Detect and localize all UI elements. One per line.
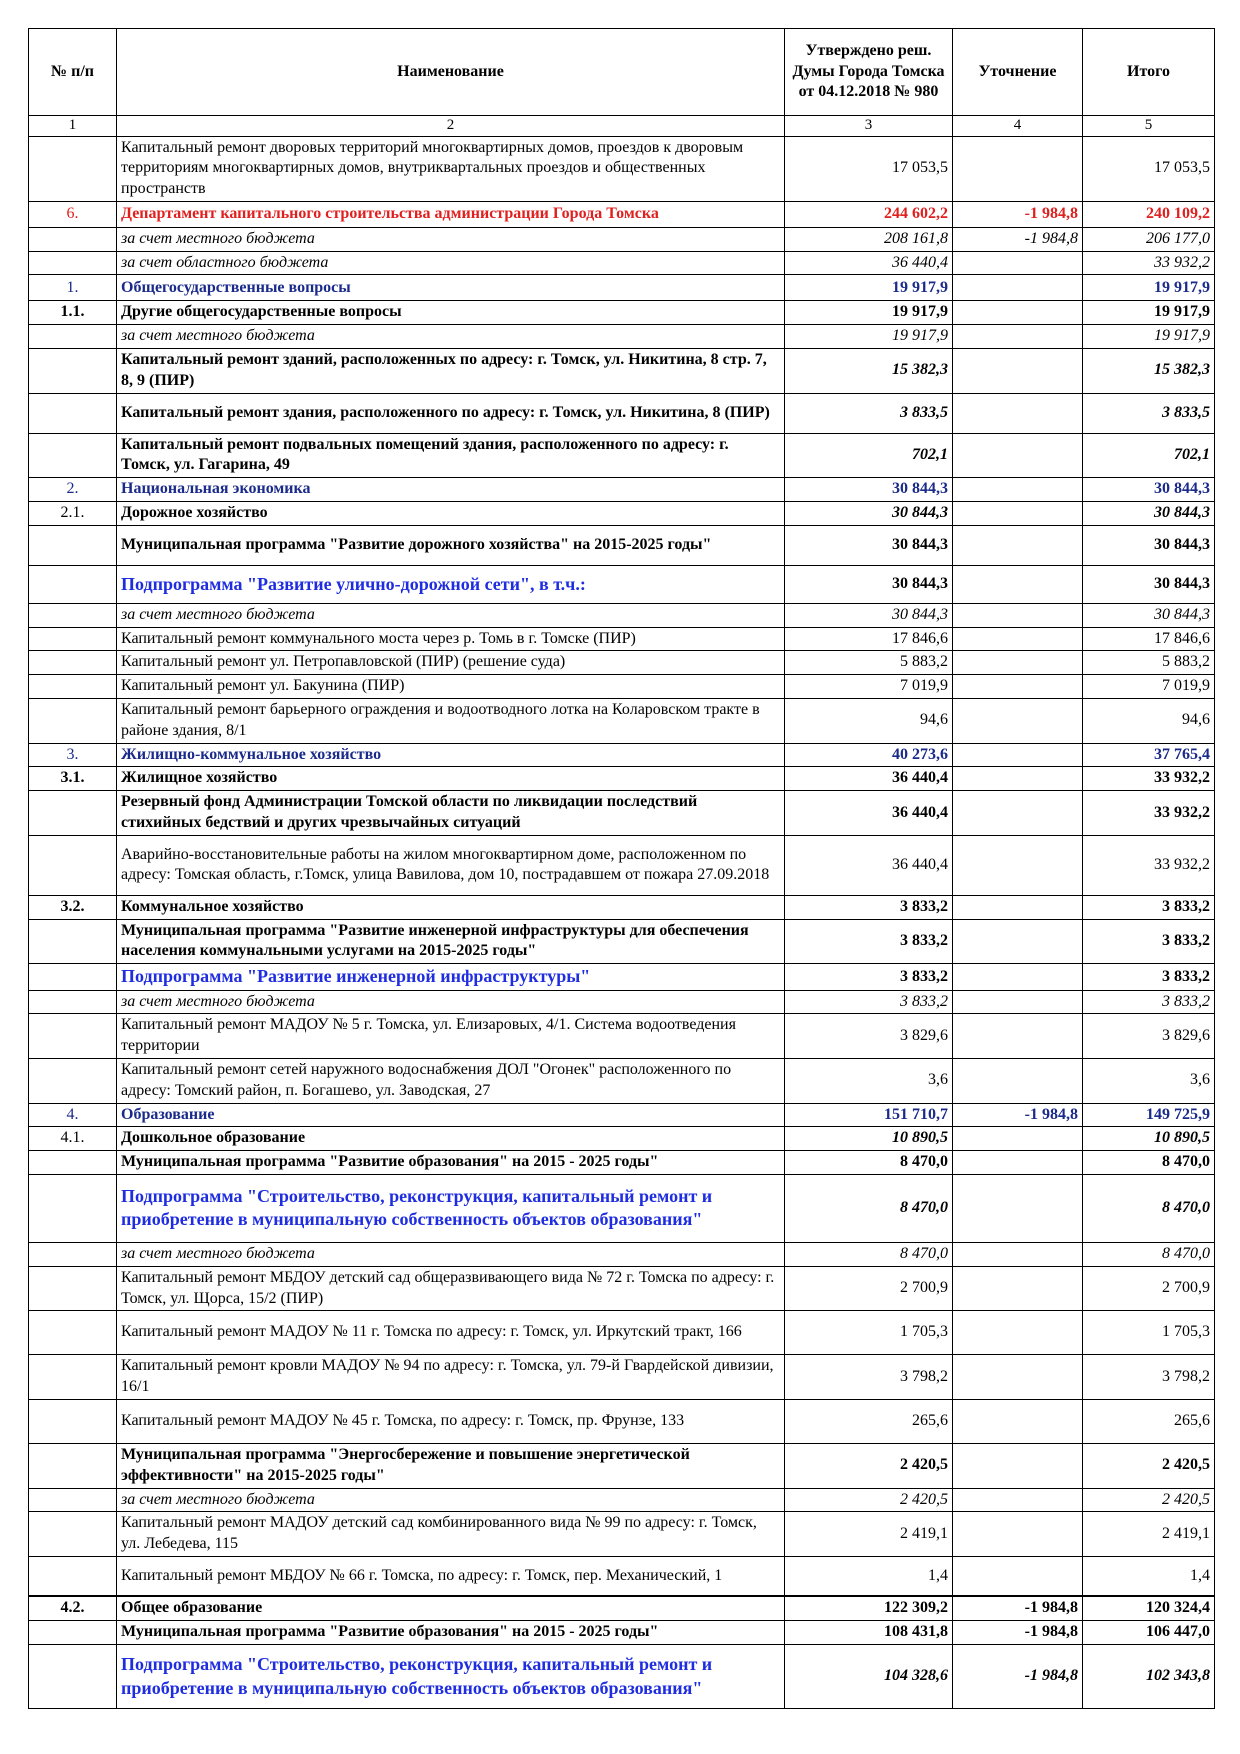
cell-approved: 108 431,8 — [785, 1621, 953, 1645]
cell-num — [29, 919, 117, 964]
cell-change — [953, 603, 1083, 627]
cell-approved: 2 420,5 — [785, 1443, 953, 1488]
cell-name: за счет местного бюджета — [117, 990, 785, 1014]
cell-approved: 3 833,2 — [785, 919, 953, 964]
cell-num — [29, 1488, 117, 1512]
cell-num: 3. — [29, 743, 117, 767]
cell-num — [29, 325, 117, 349]
cell-num — [29, 433, 117, 478]
cell-num — [29, 675, 117, 699]
cell-num — [29, 1266, 117, 1311]
table-row — [29, 1266, 1215, 1311]
cell-num — [29, 1512, 117, 1557]
cell-num — [29, 136, 117, 201]
header-name: Наименование — [117, 29, 785, 116]
cell-name: Подпрограмма "Развитие инженерной инфраструктуры" — [117, 964, 785, 990]
cell-num — [29, 393, 117, 433]
cell-num — [29, 964, 117, 990]
cell-num — [29, 1399, 117, 1443]
cell-total: 33 932,2 — [1083, 251, 1215, 275]
cell-approved: 36 440,4 — [785, 791, 953, 836]
cell-change — [953, 651, 1083, 675]
cell-change — [953, 990, 1083, 1014]
cell-num — [29, 1151, 117, 1175]
cell-num — [29, 1059, 117, 1104]
cell-approved: 19 917,9 — [785, 301, 953, 325]
cell-change — [953, 1151, 1083, 1175]
column-number: 3 — [785, 116, 953, 137]
cell-change: -1 984,8 — [953, 1621, 1083, 1645]
table-row — [29, 1399, 1215, 1443]
cell-approved: 702,1 — [785, 433, 953, 478]
cell-approved: 1,4 — [785, 1556, 953, 1596]
cell-total: 30 844,3 — [1083, 478, 1215, 502]
cell-approved: 17 846,6 — [785, 627, 953, 651]
cell-total: 3 798,2 — [1083, 1355, 1215, 1400]
cell-total: 1,4 — [1083, 1556, 1215, 1596]
column-number: 5 — [1083, 116, 1215, 137]
cell-num — [29, 1443, 117, 1488]
cell-name: за счет местного бюджета — [117, 227, 785, 251]
cell-change — [953, 525, 1083, 565]
cell-num: 4.2. — [29, 1596, 117, 1620]
cell-name: за счет местного бюджета — [117, 1242, 785, 1266]
cell-approved: 94,6 — [785, 699, 953, 744]
cell-change — [953, 301, 1083, 325]
table-row — [29, 136, 1215, 201]
table-body — [29, 136, 1215, 1709]
column-number: 2 — [117, 116, 785, 137]
cell-num — [29, 349, 117, 394]
cell-total: 8 470,0 — [1083, 1151, 1215, 1175]
cell-approved: 8 470,0 — [785, 1174, 953, 1242]
table-row — [29, 835, 1215, 895]
cell-total: 33 932,2 — [1083, 767, 1215, 791]
cell-num — [29, 603, 117, 627]
cell-total: 2 419,1 — [1083, 1512, 1215, 1557]
cell-change: -1 984,8 — [953, 201, 1083, 227]
cell-total: 102 343,8 — [1083, 1645, 1215, 1709]
cell-name: Капитальный ремонт здания, расположенного по адресу: г. Томск, ул. Никитина, 8 (ПИР) — [117, 393, 785, 433]
cell-total: 7 019,9 — [1083, 675, 1215, 699]
table-row — [29, 651, 1215, 675]
cell-approved: 10 890,5 — [785, 1127, 953, 1151]
cell-name: Капитальный ремонт МБДОУ № 66 г. Томска, по адресу: г. Томск, пер. Механический, 1 — [117, 1556, 785, 1596]
cell-num: 1.1. — [29, 301, 117, 325]
cell-change — [953, 1174, 1083, 1242]
table-row — [29, 201, 1215, 227]
cell-name: за счет местного бюджета — [117, 603, 785, 627]
cell-name: Жилищное хозяйство — [117, 767, 785, 791]
table-row — [29, 1355, 1215, 1400]
cell-name: Капитальный ремонт коммунального моста через р. Томь в г. Томске (ПИР) — [117, 627, 785, 651]
cell-change: -1 984,8 — [953, 1645, 1083, 1709]
cell-total: 17 846,6 — [1083, 627, 1215, 651]
cell-approved: 30 844,3 — [785, 603, 953, 627]
cell-approved: 19 917,9 — [785, 325, 953, 349]
cell-change — [953, 835, 1083, 895]
cell-change — [953, 1242, 1083, 1266]
cell-approved: 3 829,6 — [785, 1014, 953, 1059]
cell-approved: 244 602,2 — [785, 201, 953, 227]
cell-num — [29, 1242, 117, 1266]
cell-change — [953, 1443, 1083, 1488]
cell-change — [953, 964, 1083, 990]
cell-approved: 8 470,0 — [785, 1242, 953, 1266]
table-row — [29, 1512, 1215, 1557]
cell-change: -1 984,8 — [953, 1596, 1083, 1620]
cell-approved: 104 328,6 — [785, 1645, 953, 1709]
cell-total: 2 700,9 — [1083, 1266, 1215, 1311]
cell-name: Капитальный ремонт МАДОУ № 45 г. Томска, по адресу: г. Томск, пр. Фрунзе, 133 — [117, 1399, 785, 1443]
cell-num — [29, 251, 117, 275]
table-row — [29, 565, 1215, 603]
cell-num: 3.1. — [29, 767, 117, 791]
cell-name: Капитальный ремонт ул. Петропавловской (ПИР) (решение суда) — [117, 651, 785, 675]
cell-total: 8 470,0 — [1083, 1242, 1215, 1266]
cell-name: Капитальный ремонт подвальных помещений здания, расположенного по адресу: г. Томск, ул. Гагарина, 49 — [117, 433, 785, 478]
table-row — [29, 393, 1215, 433]
cell-approved: 17 053,5 — [785, 136, 953, 201]
cell-total: 702,1 — [1083, 433, 1215, 478]
cell-approved: 30 844,3 — [785, 565, 953, 603]
table-row — [29, 1127, 1215, 1151]
cell-num: 4. — [29, 1103, 117, 1127]
cell-name: Капитальный ремонт зданий, расположенных по адресу: г. Томск, ул. Никитина, 8 стр. 7, 8, 9 (ПИР) — [117, 349, 785, 394]
table-row — [29, 919, 1215, 964]
cell-total: 1 705,3 — [1083, 1311, 1215, 1355]
cell-name: Общее образование — [117, 1596, 785, 1620]
cell-total: 2 420,5 — [1083, 1488, 1215, 1512]
header-approved: Утверждено реш. Думы Города Томска от 04.12.2018 № 980 — [785, 29, 953, 116]
cell-name: Образование — [117, 1103, 785, 1127]
cell-num: 4.1. — [29, 1127, 117, 1151]
cell-total: 30 844,3 — [1083, 525, 1215, 565]
table-row — [29, 791, 1215, 836]
budget-table — [28, 28, 1215, 1709]
table-row — [29, 1645, 1215, 1709]
cell-approved: 3 798,2 — [785, 1355, 953, 1400]
cell-change — [953, 1512, 1083, 1557]
cell-num — [29, 1174, 117, 1242]
cell-change: -1 984,8 — [953, 1103, 1083, 1127]
cell-name: Другие общегосударственные вопросы — [117, 301, 785, 325]
cell-change: -1 984,8 — [953, 227, 1083, 251]
table-row — [29, 1621, 1215, 1645]
cell-approved: 5 883,2 — [785, 651, 953, 675]
cell-change — [953, 393, 1083, 433]
cell-total: 30 844,3 — [1083, 565, 1215, 603]
cell-num — [29, 1355, 117, 1400]
table-row — [29, 525, 1215, 565]
cell-change — [953, 1059, 1083, 1104]
cell-approved: 2 700,9 — [785, 1266, 953, 1311]
cell-change — [953, 1488, 1083, 1512]
cell-total: 2 420,5 — [1083, 1443, 1215, 1488]
cell-num — [29, 1621, 117, 1645]
cell-approved: 36 440,4 — [785, 251, 953, 275]
cell-change — [953, 1399, 1083, 1443]
cell-approved: 7 019,9 — [785, 675, 953, 699]
cell-approved: 208 161,8 — [785, 227, 953, 251]
header-row — [29, 29, 1215, 116]
table-row — [29, 251, 1215, 275]
cell-change — [953, 791, 1083, 836]
cell-approved: 36 440,4 — [785, 835, 953, 895]
cell-name: Капитальный ремонт дворовых территорий многоквартирных домов, проездов к дворовым территориям многоквартирных домов, внутриквартальных проездов и общественных пространств — [117, 136, 785, 201]
cell-total: 106 447,0 — [1083, 1621, 1215, 1645]
cell-name: Муниципальная программа "Развитие дорожного хозяйства" на 2015-2025 годы" — [117, 525, 785, 565]
cell-change — [953, 433, 1083, 478]
table-row — [29, 675, 1215, 699]
cell-name: Коммунальное хозяйство — [117, 895, 785, 919]
cell-num — [29, 1014, 117, 1059]
cell-change — [953, 502, 1083, 526]
cell-name: Аварийно-восстановительные работы на жилом многоквартирном доме, расположенном по адресу: Томская область, г.Томск, улица Вавилова, дом 10, пострадавшем от пожара 27.09.2018 — [117, 835, 785, 895]
cell-num — [29, 699, 117, 744]
table-row — [29, 767, 1215, 791]
cell-num: 1. — [29, 275, 117, 301]
cell-change — [953, 743, 1083, 767]
cell-name: Капитальный ремонт МБДОУ детский сад общеразвивающего вида № 72 г. Томска по адресу: г. Томск, ул. Щорса, 15/2 (ПИР) — [117, 1266, 785, 1311]
cell-change — [953, 136, 1083, 201]
cell-total: 3 833,2 — [1083, 919, 1215, 964]
cell-name: Жилищно-коммунальное хозяйство — [117, 743, 785, 767]
cell-change — [953, 895, 1083, 919]
table-row — [29, 227, 1215, 251]
cell-change — [953, 699, 1083, 744]
cell-num — [29, 1645, 117, 1709]
cell-name: Муниципальная программа "Развитие образования" на 2015 - 2025 годы" — [117, 1621, 785, 1645]
column-number: 1 — [29, 116, 117, 137]
cell-name: Подпрограмма "Строительство, реконструкция, капитальный ремонт и приобретение в муниципальную собственность объектов образования" — [117, 1174, 785, 1242]
cell-change — [953, 1266, 1083, 1311]
table-row — [29, 1556, 1215, 1596]
cell-name: Общегосударственные вопросы — [117, 275, 785, 301]
cell-name: Капитальный ремонт ул. Бакунина (ПИР) — [117, 675, 785, 699]
header-total: Итого — [1083, 29, 1215, 116]
cell-approved: 151 710,7 — [785, 1103, 953, 1127]
cell-change — [953, 478, 1083, 502]
cell-approved: 2 419,1 — [785, 1512, 953, 1557]
cell-num — [29, 1311, 117, 1355]
table-row — [29, 325, 1215, 349]
cell-approved: 19 917,9 — [785, 275, 953, 301]
table-row — [29, 1059, 1215, 1104]
header-num: № п/п — [29, 29, 117, 116]
cell-name: Муниципальная программа "Развитие инженерной инфраструктуры для обеспечения населения коммунальными услугами на 2015-2025 годы" — [117, 919, 785, 964]
cell-num: 3.2. — [29, 895, 117, 919]
cell-approved: 3 833,2 — [785, 964, 953, 990]
cell-name: Капитальный ремонт МАДОУ № 5 г. Томска, ул. Елизаровых, 4/1. Система водоотведения территории — [117, 1014, 785, 1059]
cell-num — [29, 651, 117, 675]
table-row — [29, 1443, 1215, 1488]
cell-num: 6. — [29, 201, 117, 227]
table-row — [29, 1014, 1215, 1059]
cell-total: 3 833,2 — [1083, 964, 1215, 990]
cell-name: Департамент капитального строительства администрации Города Томска — [117, 201, 785, 227]
cell-num — [29, 627, 117, 651]
table-row — [29, 1242, 1215, 1266]
cell-name: за счет местного бюджета — [117, 1488, 785, 1512]
cell-approved: 36 440,4 — [785, 767, 953, 791]
header-change: Уточнение — [953, 29, 1083, 116]
cell-num: 2. — [29, 478, 117, 502]
cell-name: Капитальный ремонт МАДОУ № 11 г. Томска по адресу: г. Томск, ул. Иркутский тракт, 166 — [117, 1311, 785, 1355]
cell-total: 33 932,2 — [1083, 791, 1215, 836]
table-row — [29, 627, 1215, 651]
cell-approved: 30 844,3 — [785, 502, 953, 526]
cell-change — [953, 1014, 1083, 1059]
cell-name: Подпрограмма "Развитие улично-дорожной сети", в т.ч.: — [117, 565, 785, 603]
cell-name: Муниципальная программа "Развитие образования" на 2015 - 2025 годы" — [117, 1151, 785, 1175]
cell-total: 30 844,3 — [1083, 502, 1215, 526]
cell-approved: 2 420,5 — [785, 1488, 953, 1512]
cell-num: 2.1. — [29, 502, 117, 526]
cell-name: за счет местного бюджета — [117, 325, 785, 349]
cell-total: 10 890,5 — [1083, 1127, 1215, 1151]
cell-approved: 40 273,6 — [785, 743, 953, 767]
table-row — [29, 1311, 1215, 1355]
cell-total: 19 917,9 — [1083, 301, 1215, 325]
table-row — [29, 1174, 1215, 1242]
cell-name: Подпрограмма "Строительство, реконструкция, капитальный ремонт и приобретение в муниципальную собственность объектов образования" — [117, 1645, 785, 1709]
cell-total: 3 833,2 — [1083, 895, 1215, 919]
cell-total: 3 833,2 — [1083, 990, 1215, 1014]
column-number: 4 — [953, 116, 1083, 137]
cell-total: 94,6 — [1083, 699, 1215, 744]
cell-num — [29, 227, 117, 251]
table-row — [29, 478, 1215, 502]
cell-change — [953, 627, 1083, 651]
cell-approved: 8 470,0 — [785, 1151, 953, 1175]
cell-change — [953, 275, 1083, 301]
table-row — [29, 964, 1215, 990]
cell-total: 15 382,3 — [1083, 349, 1215, 394]
cell-total: 19 917,9 — [1083, 325, 1215, 349]
table-row — [29, 1103, 1215, 1127]
cell-total: 3,6 — [1083, 1059, 1215, 1104]
cell-total: 30 844,3 — [1083, 603, 1215, 627]
cell-change — [953, 919, 1083, 964]
cell-change — [953, 565, 1083, 603]
cell-num — [29, 525, 117, 565]
cell-total: 33 932,2 — [1083, 835, 1215, 895]
cell-name: Дошкольное образование — [117, 1127, 785, 1151]
cell-num — [29, 990, 117, 1014]
cell-name: Капитальный ремонт МАДОУ детский сад комбинированного вида № 99 по адресу: г. Томск, ул. Лебедева, 115 — [117, 1512, 785, 1557]
cell-total: 8 470,0 — [1083, 1174, 1215, 1242]
cell-change — [953, 1127, 1083, 1151]
table-row — [29, 275, 1215, 301]
cell-approved: 3 833,2 — [785, 990, 953, 1014]
cell-total: 240 109,2 — [1083, 201, 1215, 227]
cell-num — [29, 1556, 117, 1596]
cell-total: 3 833,5 — [1083, 393, 1215, 433]
cell-num — [29, 791, 117, 836]
table-row — [29, 301, 1215, 325]
cell-approved: 265,6 — [785, 1399, 953, 1443]
cell-total: 3 829,6 — [1083, 1014, 1215, 1059]
cell-change — [953, 675, 1083, 699]
cell-change — [953, 1355, 1083, 1400]
cell-approved: 1 705,3 — [785, 1311, 953, 1355]
table-row — [29, 433, 1215, 478]
table-row — [29, 699, 1215, 744]
cell-name: Муниципальная программа "Энергосбережение и повышение энергетической эффективности" на 2015-2025 годы" — [117, 1443, 785, 1488]
cell-change — [953, 349, 1083, 394]
cell-change — [953, 251, 1083, 275]
cell-name: Капитальный ремонт кровли МАДОУ № 94 по адресу: г. Томска, ул. 79-й Гвардейской дивизии, 16/1 — [117, 1355, 785, 1400]
cell-total: 37 765,4 — [1083, 743, 1215, 767]
cell-total: 120 324,4 — [1083, 1596, 1215, 1620]
table-row — [29, 502, 1215, 526]
cell-total: 17 053,5 — [1083, 136, 1215, 201]
cell-approved: 30 844,3 — [785, 525, 953, 565]
cell-approved: 3 833,2 — [785, 895, 953, 919]
table-row — [29, 990, 1215, 1014]
table-row — [29, 1488, 1215, 1512]
cell-total: 5 883,2 — [1083, 651, 1215, 675]
cell-name: Резервный фонд Администрации Томской области по ликвидации последствий стихийных бедствий и других чрезвычайных ситуаций — [117, 791, 785, 836]
cell-num — [29, 835, 117, 895]
cell-approved: 3,6 — [785, 1059, 953, 1104]
cell-name: Дорожное хозяйство — [117, 502, 785, 526]
cell-change — [953, 1556, 1083, 1596]
table-row — [29, 895, 1215, 919]
cell-total: 19 917,9 — [1083, 275, 1215, 301]
cell-total: 265,6 — [1083, 1399, 1215, 1443]
cell-name: Национальная экономика — [117, 478, 785, 502]
cell-change — [953, 325, 1083, 349]
cell-name: Капитальный ремонт сетей наружного водоснабжения ДОЛ "Огонек" расположенного по адресу: Томский район, п. Богашево, ул. Заводская, 27 — [117, 1059, 785, 1104]
table-row — [29, 743, 1215, 767]
table-row — [29, 1596, 1215, 1620]
cell-name: за счет областного бюджета — [117, 251, 785, 275]
cell-approved: 3 833,5 — [785, 393, 953, 433]
table-row — [29, 349, 1215, 394]
cell-total: 206 177,0 — [1083, 227, 1215, 251]
cell-change — [953, 1311, 1083, 1355]
cell-num — [29, 565, 117, 603]
cell-approved: 15 382,3 — [785, 349, 953, 394]
cell-approved: 30 844,3 — [785, 478, 953, 502]
table-row — [29, 603, 1215, 627]
cell-name: Капитальный ремонт барьерного ограждения и водоотводного лотка на Коларовском тракте в районе здания, 8/1 — [117, 699, 785, 744]
table-row — [29, 1151, 1215, 1175]
cell-change — [953, 767, 1083, 791]
cell-approved: 122 309,2 — [785, 1596, 953, 1620]
cell-total: 149 725,9 — [1083, 1103, 1215, 1127]
column-numbers-row — [29, 116, 1215, 137]
